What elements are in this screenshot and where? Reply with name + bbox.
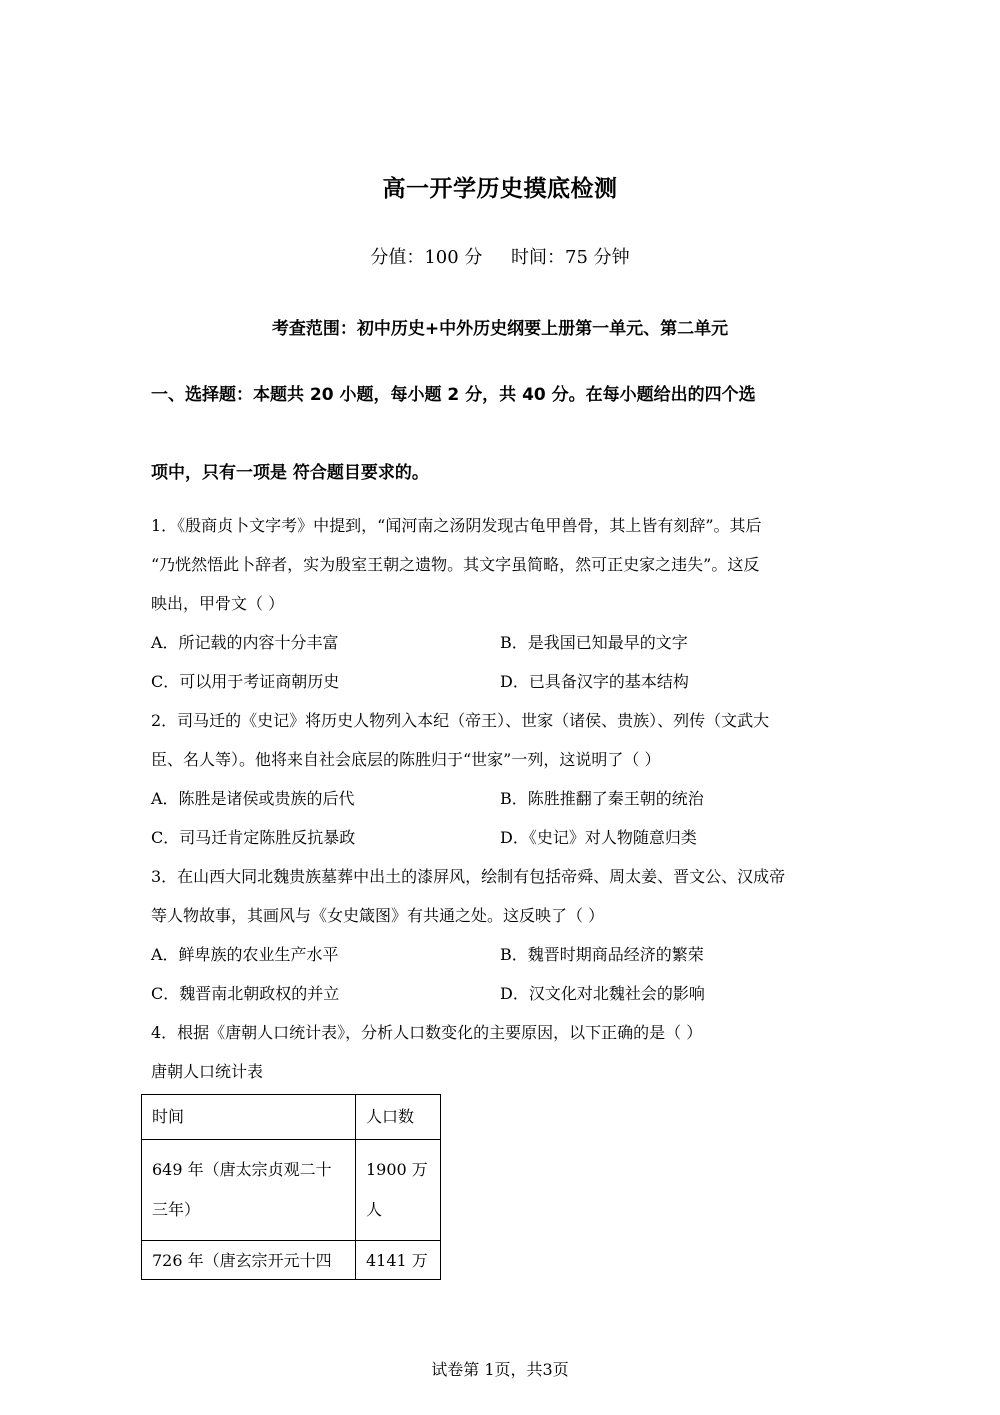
question-2-option-a[interactable]: A．陈胜是诸侯或贵族的后代 [151, 789, 355, 808]
table-cell: 1900 万人 [356, 1140, 441, 1241]
population-table [141, 1094, 441, 1280]
page-title: 高一开学历史摸底检测 [382, 176, 618, 202]
question-2-option-c[interactable]: C．司马迁肯定陈胜反抗暴政 [151, 828, 356, 847]
question-1-option-c[interactable]: C．可以用于考证商朝历史 [151, 672, 340, 691]
table-caption: 唐朝人口统计表 [151, 1062, 264, 1081]
question-1-option-b[interactable]: B．是我国已知最早的文字 [500, 633, 688, 652]
table-header-cell: 时间 [142, 1095, 356, 1140]
table-cell: 726 年（唐玄宗开元十四 [142, 1241, 356, 1280]
question-3-option-c[interactable]: C．魏晋南北朝政权的并立 [151, 984, 340, 1003]
question-1-text-line1: 1．《殷商贞卜文字考》中提到，“闻河南之汤阴发现古龟甲兽骨，其上皆有刻辞”。其后 [151, 516, 762, 535]
score-time-info: 分值：100 分 时间：75 分钟 [370, 247, 630, 268]
exam-scope: 考查范围：初中历史+中外历史纲要上册第一单元、第二单元 [271, 319, 729, 339]
question-1-text-line3: 映出，甲骨文（ ） [151, 594, 285, 613]
section-heading-line1: 一、选择题：本题共 20 小题，每小题 2 分，共 40 分。在每小题给出的四个选 [151, 385, 756, 405]
table-header-cell: 人口数 [356, 1095, 441, 1140]
table-cell: 4141 万 [356, 1241, 441, 1280]
question-1-text-line2: “乃恍然悟此卜辞者，实为殷室王朝之遗物。其文字虽简略，然可正史家之违失”。这反 [151, 555, 760, 574]
question-3-option-a[interactable]: A．鲜卑族的农业生产水平 [151, 945, 339, 964]
section-heading-line2: 项中，只有一项是 符合题目要求的。 [151, 463, 429, 483]
question-3-option-b[interactable]: B．魏晋时期商品经济的繁荣 [500, 945, 704, 964]
question-3-option-d[interactable]: D．汉文化对北魏社会的影响 [500, 984, 705, 1003]
question-4-text-line1: 4．根据《唐朝人口统计表》，分析人口数变化的主要原因，以下正确的是（ ） [151, 1023, 703, 1042]
table-row [142, 1241, 441, 1280]
question-2-text-line1: 2．司马迁的《史记》将历史人物列入本纪（帝王）、世家（诸侯、贵族）、列传（文武大 [151, 711, 770, 730]
table-header-row [142, 1095, 441, 1140]
question-1-option-a[interactable]: A．所记载的内容十分丰富 [151, 633, 339, 652]
table-row [142, 1140, 441, 1241]
question-2-text-line2: 臣、名人等）。他将来自社会底层的陈胜归于“世家”一列，这说明了（ ） [151, 750, 661, 769]
table-cell: 649 年（唐太宗贞观二十三年） [142, 1140, 356, 1241]
question-3-text-line1: 3．在山西大同北魏贵族墓葬中出土的漆屏风，绘制有包括帝舜、周太姜、晋文公、汉成帝 [151, 867, 786, 886]
page-footer: 试卷第 1页，共3页 [431, 1360, 569, 1379]
question-3-text-line2: 等人物故事，其画风与《女史箴图》有共通之处。这反映了（ ） [151, 906, 605, 925]
question-2-option-d[interactable]: D．《史记》对人物随意归类 [500, 828, 697, 847]
question-1-option-d[interactable]: D．已具备汉字的基本结构 [500, 672, 689, 691]
question-2-option-b[interactable]: B．陈胜推翻了秦王朝的统治 [500, 789, 704, 808]
